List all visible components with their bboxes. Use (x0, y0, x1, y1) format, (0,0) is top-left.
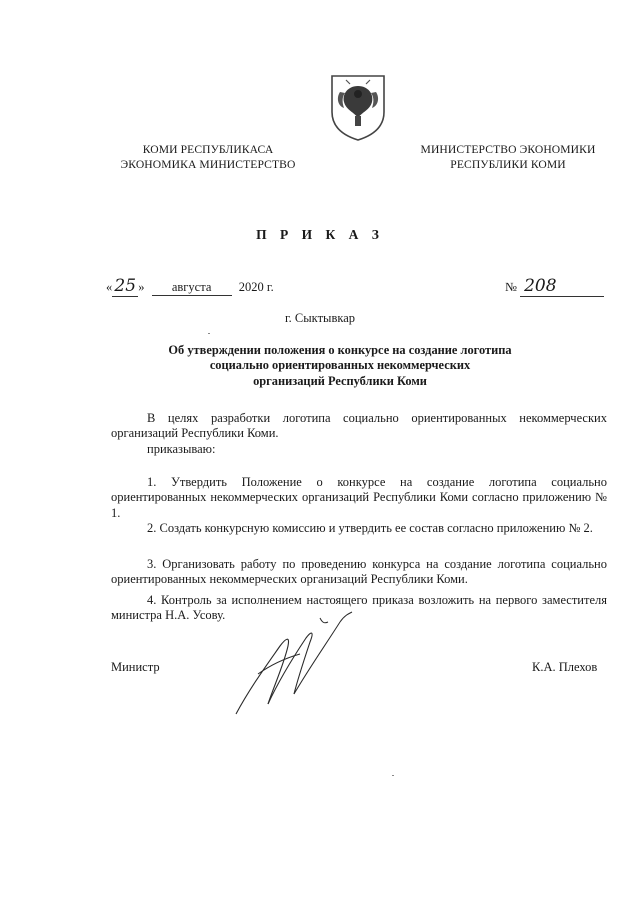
date-month: августа (152, 280, 232, 296)
header-left (110, 142, 306, 172)
number-line (505, 276, 604, 297)
date-line (106, 276, 274, 297)
city-label: г. Сыктывкар (284, 311, 356, 325)
scan-speck-2 (392, 775, 394, 776)
header-left-line2: ЭКОНОМИКА МИНИСТЕРСТВО (120, 158, 296, 171)
order-word: приказываю: (147, 442, 216, 456)
number-value: 208 (520, 276, 604, 297)
date-day: 25 (112, 276, 138, 297)
scan-speck (208, 333, 210, 334)
subject-line3: организаций Республики Коми (253, 373, 427, 388)
order-item-4: 4. Контроль за исполнением настоящего приказа возложить на первого заместителя министра Н.А. Усову. (111, 593, 607, 623)
order-item-1: 1. Утвердить Положение о конкурсе на создание логотипа социально ориентированных некоммерческих организаций Республики Коми согласно приложению № 1. (111, 475, 607, 520)
header-right (406, 142, 610, 172)
order-item-3: 3. Организовать работу по проведению конкурса на создание логотипа социально ориентированных некоммерческих организаций Республики Коми. (111, 557, 607, 587)
signatory-name: К.А. Плехов (532, 660, 598, 674)
date-year: 2020 г. (238, 280, 274, 294)
order-subject (150, 343, 530, 389)
order-item-2: 2. Создать конкурсную комиссию и утвердить ее состав согласно приложению № 2. (147, 521, 593, 535)
document-type-title: П Р И К А З (256, 227, 384, 242)
signatory-position: Министр (111, 660, 160, 674)
subject-line1: Об утверждении положения о конкурсе на создание логотипа (168, 343, 512, 357)
handwritten-signature (228, 608, 368, 720)
number-sign: № (505, 280, 517, 294)
subject-line2: социально ориентированных некоммерческих (209, 358, 471, 373)
header-right-line2: РЕСПУБЛИКИ КОМИ (450, 158, 566, 171)
date-close-quote: » (138, 280, 145, 294)
header-left-line1: КОМИ РЕСПУБЛИКАСА (142, 143, 274, 156)
preamble-paragraph: В целях разработки логотипа социально ориентированных некоммерческих организаций Республики Коми. (111, 411, 607, 441)
coat-of-arms-emblem (326, 72, 390, 142)
date-open-quote: « (106, 280, 113, 294)
header-right-line1: МИНИСТЕРСТВО ЭКОНОМИКИ (420, 143, 596, 156)
